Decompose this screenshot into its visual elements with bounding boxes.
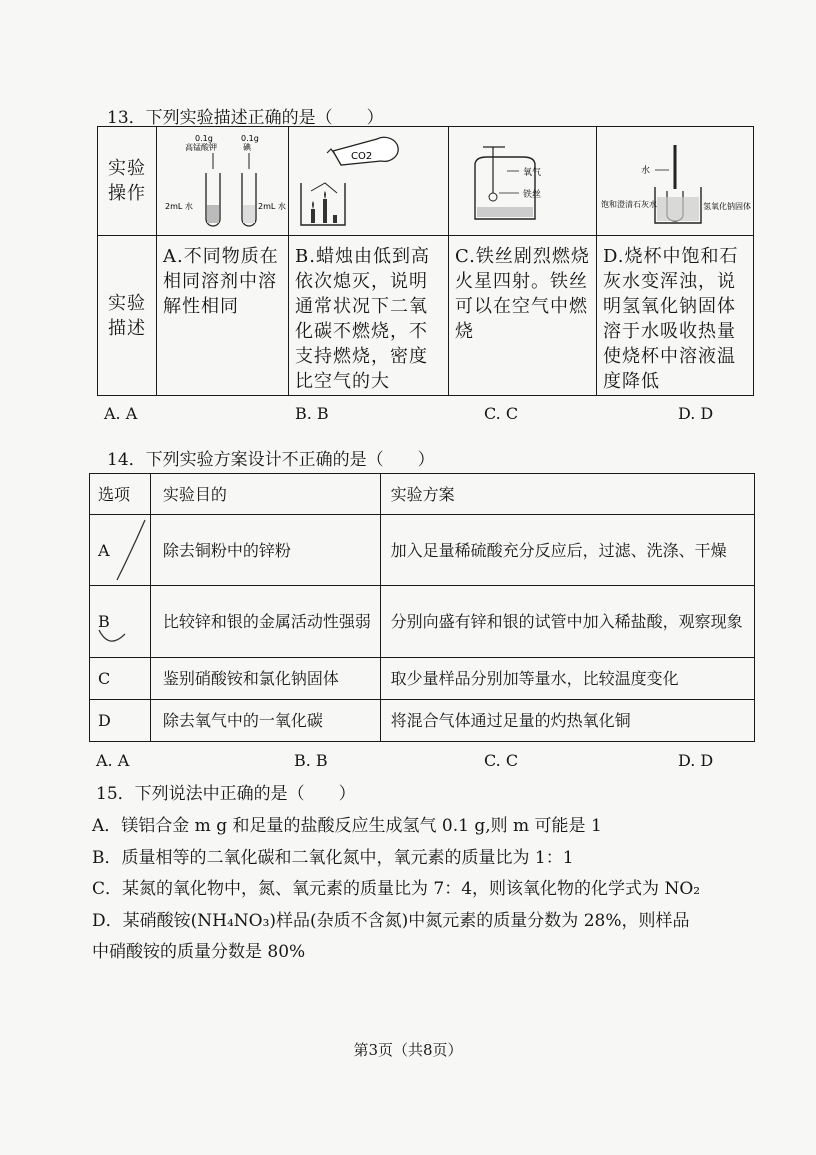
q13-header-operation bbox=[98, 127, 157, 236]
q15-choice-d-continued: 中硝酸铵的质量分数是 80% bbox=[92, 942, 306, 962]
table-row bbox=[90, 700, 755, 742]
q14-row-a-purpose: 除去铜粉中的锌粉 bbox=[150, 515, 380, 586]
q14-header-purpose: 实验目的 bbox=[150, 474, 380, 515]
q14-row-c-option: C bbox=[90, 658, 151, 700]
q13-diagram-b-cell bbox=[289, 127, 449, 236]
q13-desc-c: C.铁丝剧烈燃烧火星四射。铁丝可以在空气中燃烧 bbox=[449, 236, 597, 396]
q14-row-b-purpose: 比较锌和银的金属活动性强弱 bbox=[150, 586, 380, 658]
q13-desc-a: A.不同物质在相同溶剂中溶解性相同 bbox=[157, 236, 289, 396]
q14-header-row bbox=[90, 474, 755, 515]
q14-header-plan: 实验方案 bbox=[380, 474, 754, 515]
page-footer: 第3页（共8页） bbox=[353, 1041, 463, 1059]
diagram-a-water2: 2mL 水 bbox=[258, 202, 286, 211]
q14-row-d-option: D bbox=[90, 700, 151, 742]
diagram-a-mass1: 0.1g bbox=[195, 134, 213, 143]
table-row bbox=[90, 658, 755, 700]
q13-diagram-c-cell bbox=[449, 127, 597, 236]
q14-option-b[interactable]: B. B bbox=[294, 751, 328, 770]
q15-title: 15．下列说法中正确的是（ ） bbox=[96, 784, 356, 804]
q15-choice-d[interactable]: D．某硝酸铵(NH₄NO₃)样品(杂质不含氮)中氮元素的质量分数为 28%，则样品 bbox=[92, 911, 690, 931]
q14-option-c[interactable]: C. C bbox=[484, 751, 519, 770]
q14-row-b-plan: 分别向盛有锌和银的试管中加入稀盐酸，观察现象 bbox=[380, 586, 754, 658]
q15-choice-c[interactable]: C．某氮的氧化物中，氮、氧元素的质量比为 7：4，则该氧化物的化学式为 NO₂ bbox=[92, 879, 701, 899]
q14-option-d[interactable]: D. D bbox=[678, 751, 714, 770]
diagram-c-gas: 氧气 bbox=[523, 168, 542, 178]
diagram-a-solute2: 碘 bbox=[243, 143, 251, 152]
q14-header-option: 选项 bbox=[90, 474, 151, 515]
table-row bbox=[90, 515, 755, 586]
q13-header-description bbox=[98, 236, 157, 396]
diagram-d-solid: 氢氧化钠固体 bbox=[703, 202, 751, 211]
q13-desc-b: B.蜡烛由低到高依次熄灭，说明通常状况下二氧化碳不燃烧，不支持燃烧，密度比空气的大 bbox=[289, 236, 449, 396]
q14-option-a[interactable]: A. A bbox=[96, 751, 130, 770]
q13-option-b[interactable]: B. B bbox=[295, 404, 329, 423]
q13-diagram-d-cell bbox=[597, 127, 754, 236]
test-tubes-diagram bbox=[157, 127, 288, 235]
q13-title: 13．下列实验描述正确的是（ ） bbox=[107, 108, 384, 128]
handwritten-mark bbox=[95, 512, 155, 662]
q14-table bbox=[89, 473, 755, 742]
beaker-naoh-diagram bbox=[597, 127, 753, 235]
q13-table bbox=[97, 126, 754, 396]
q14-title: 14．下列实验方案设计不正确的是（ ） bbox=[107, 450, 435, 470]
q13-diagram-a-cell bbox=[157, 127, 289, 236]
diagram-d-solution: 饱和澄清石灰水 bbox=[601, 200, 657, 209]
q13-desc-d: D.烧杯中饱和石灰水变浑浊，说明氢氧化钠固体溶于水吸收热量使烧杯中溶液温度降低 bbox=[597, 236, 754, 396]
q13-header-operation-text: 实验 操作 bbox=[108, 158, 146, 204]
q14-row-c-plan: 取少量样品分别加等量水，比较温度变化 bbox=[380, 658, 754, 700]
diagram-b-gas: CO2 bbox=[351, 151, 373, 162]
diagram-a-solute1: 高锰酸钾 bbox=[185, 143, 217, 152]
diagram-a-water1: 2mL 水 bbox=[165, 202, 193, 211]
diagram-d-water: 水 bbox=[641, 166, 651, 176]
q13-option-a[interactable]: A. A bbox=[104, 404, 138, 423]
q14-row-a-option: A bbox=[90, 515, 151, 586]
q14-row-d-purpose: 除去氧气中的一氧化碳 bbox=[150, 700, 380, 742]
q14-row-a-plan: 加入足量稀硫酸充分反应后，过滤、洗涤、干燥 bbox=[380, 515, 754, 586]
table-row bbox=[90, 586, 755, 658]
q13-option-d[interactable]: D. D bbox=[678, 404, 714, 423]
iron-wire-oxygen-diagram bbox=[449, 127, 596, 235]
q14-row-d-plan: 将混合气体通过足量的灼热氧化铜 bbox=[380, 700, 754, 742]
candles-co2-diagram bbox=[289, 127, 448, 235]
q13-header-description-text: 实验 描述 bbox=[108, 292, 146, 339]
q14-row-b-option: B bbox=[90, 586, 151, 658]
diagram-a-mass2: 0.1g bbox=[241, 134, 259, 143]
q15-choice-b[interactable]: B．质量相等的二氧化碳和二氧化氮中，氧元素的质量比为 1：1 bbox=[92, 848, 574, 868]
q13-option-c[interactable]: C. C bbox=[484, 404, 519, 423]
diagram-c-wire: 铁丝 bbox=[523, 190, 542, 200]
q14-row-c-purpose: 鉴别硝酸铵和氯化钠固体 bbox=[150, 658, 380, 700]
q15-choice-a[interactable]: A．镁铝合金 m g 和足量的盐酸反应生成氢气 0.1 g,则 m 可能是 1 bbox=[92, 816, 602, 836]
